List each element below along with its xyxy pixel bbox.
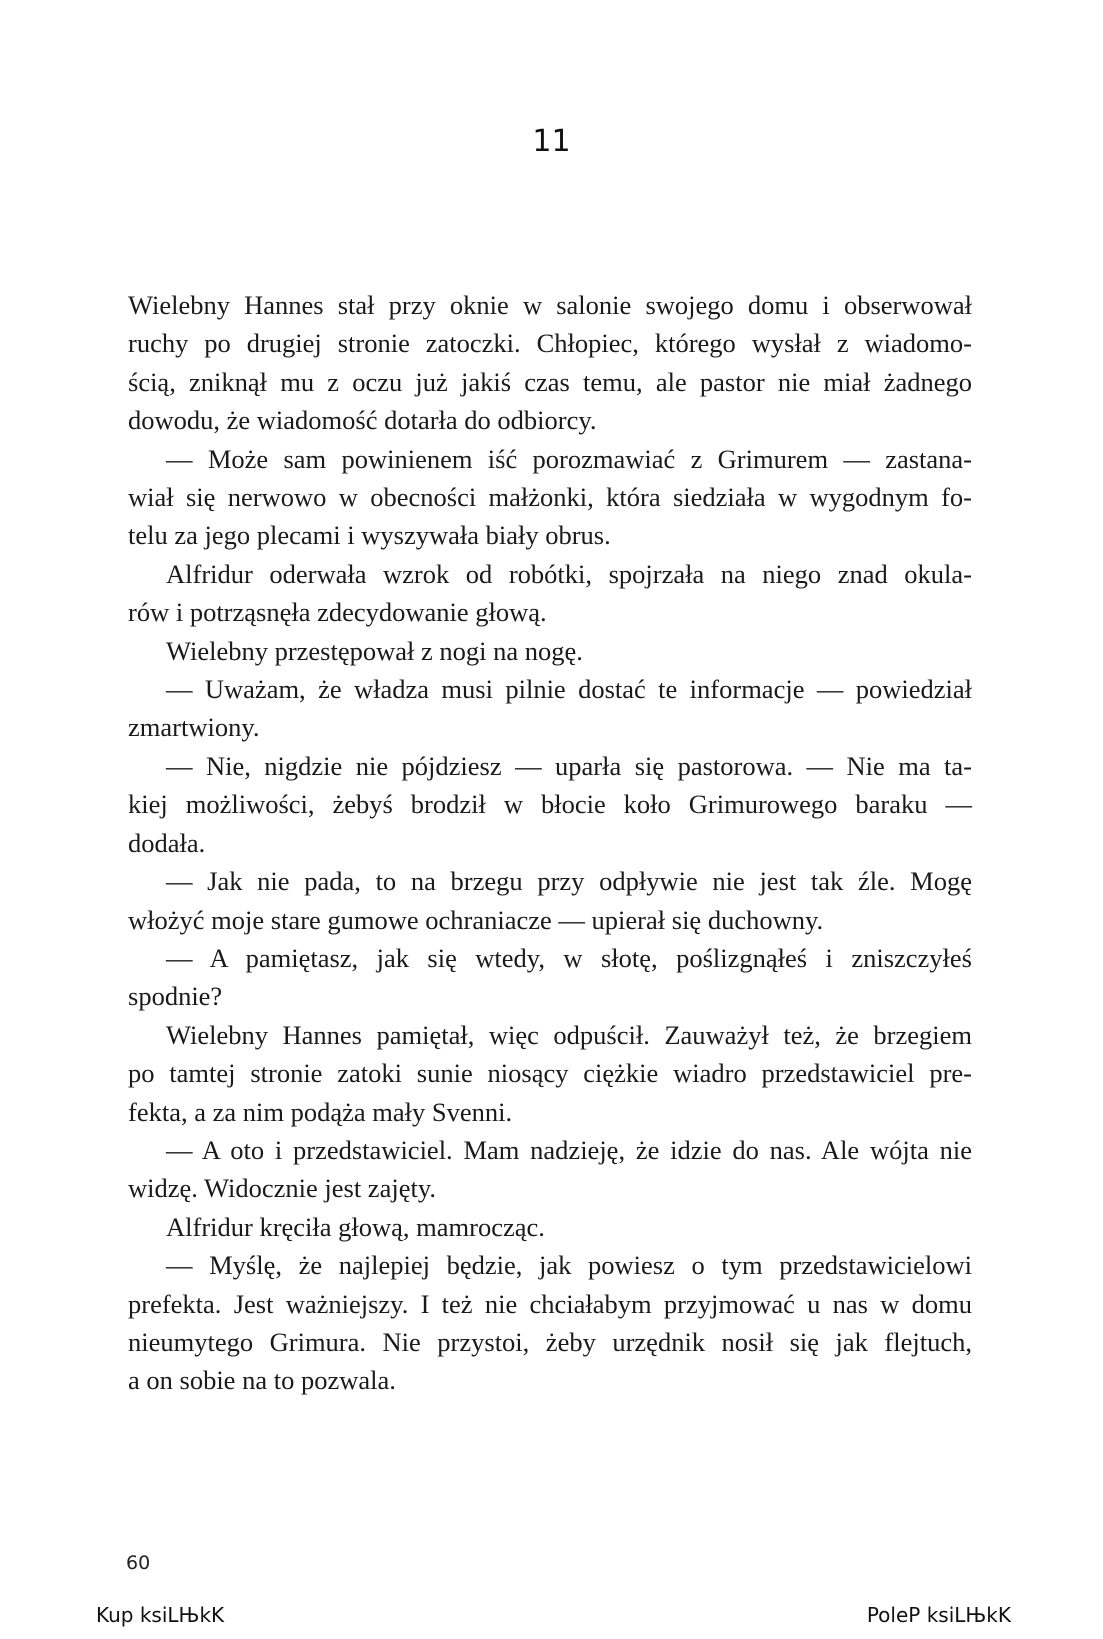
recommend-book-link[interactable]: PoleP ksiLЊkK	[866, 1603, 1011, 1627]
text-line: widzę. Widocznie jest zajęty.	[128, 1173, 436, 1204]
text-line: włożyć moje stare gumowe ochraniacze — upierał się duchowny.	[128, 904, 824, 935]
text-line: telu za jego plecami i wyszywała biały obrus.	[128, 520, 611, 551]
text-line: Wielebny przestępował z nogi na nogę.	[166, 635, 583, 666]
text-line: — Jak nie pada, to na brzegu przy odpływie nie jest tak źle. Mogę	[166, 866, 972, 897]
text-line: spodnie?	[128, 981, 223, 1012]
text-line: Wielebny Hannes stał przy oknie w salonie swojego domu i obserwował	[128, 290, 972, 320]
text-line: zmartwiony.	[128, 712, 260, 743]
text-line: po tamtej stronie zatoki sunie niosący ciężkie wiadro przedstawiciel pre-	[128, 1058, 972, 1089]
text-line: fekta, a za nim podąża mały Svenni.	[128, 1096, 513, 1127]
text-line: Alfridur kręciła głową, mamrocząc.	[166, 1211, 545, 1242]
chapter-body-text	[128, 286, 972, 1400]
text-line: ruchy po drugiej stronie zatoczki. Chłopiec, którego wysłał z wiadomo-	[128, 328, 972, 359]
text-line: — A pamiętasz, jak się wtedy, w słotę, poślizgnąłeś i zniszczyłeś	[166, 942, 972, 973]
text-line: rów i potrząsnęła zdecydowanie głową.	[128, 597, 547, 628]
text-line: dowodu, że wiadomość dotarła do odbiorcy.	[128, 405, 597, 436]
text-line: prefekta. Jest ważniejszy. I też nie chciałabym przyjmować u nas w domu	[128, 1288, 972, 1319]
text-line: ścią, zniknął mu z oczu już jakiś czas temu, ale pastor nie miał żadnego	[128, 366, 972, 397]
text-line: Wielebny Hannes pamiętał, więc odpuścił. Zauważył też, że brzegiem	[166, 1019, 972, 1050]
text-line: Alfridur oderwała wzrok od robótki, spojrzała na niego znad okula-	[166, 558, 972, 589]
page-number: 60	[126, 1552, 151, 1574]
text-line: — A oto i przedstawiciel. Mam nadzieję, że idzie do nas. Ale wójta nie	[166, 1134, 972, 1165]
text-line: — Uważam, że władza musi pilnie dostać te informacje — powiedział	[166, 674, 972, 705]
text-line: — Może sam powinienem iść porozmawiać z Grimurem — zastana-	[166, 443, 972, 474]
text-line: kiej możliwości, żebyś brodził w błocie koło Grimurowego baraku —	[128, 789, 972, 820]
text-line: wiał się nerwowo w obecności małżonki, która siedziała w wygodnym fo-	[128, 482, 972, 513]
text-line: a on sobie na to pozwala.	[128, 1365, 396, 1396]
buy-book-link[interactable]: Kup ksiLЊkK	[96, 1603, 225, 1627]
text-line: nieumytego Grimura. Nie przystoi, żeby urzędnik nosił się jak flejtuch,	[128, 1326, 972, 1357]
text-line: — Myślę, że najlepiej będzie, jak powiesz o tym przedstawicielowi	[166, 1250, 972, 1281]
text-line: dodała.	[128, 827, 206, 858]
text-line: — Nie, nigdzie nie pójdziesz — uparła się pastorowa. — Nie ma ta-	[166, 750, 972, 781]
chapter-number: 11	[532, 124, 571, 159]
